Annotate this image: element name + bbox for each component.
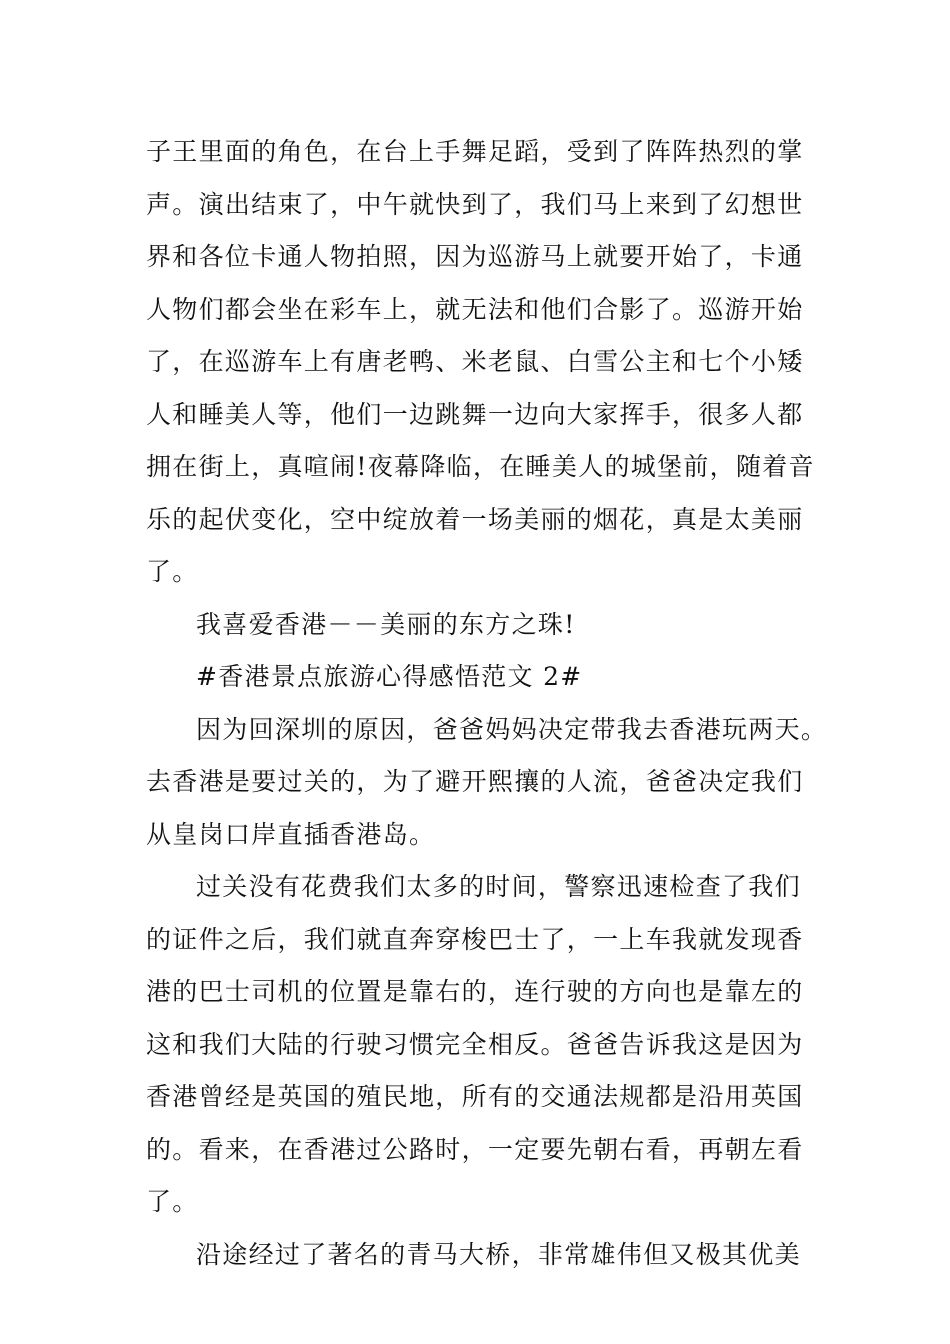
text-line-17: 港的巴士司机的位置是靠右的，连行驶的方向也是靠左的 [146, 977, 804, 1006]
text-line-14: 从皇岗口岸直插香港岛。 [146, 819, 436, 849]
text-line-19: 香港曾经是英国的殖民地，所有的交通法规都是沿用英国 [146, 1082, 804, 1111]
text-line-12: 因为回深圳的原因，爸爸妈妈决定带我去香港玩两天。 [196, 714, 828, 744]
text-line-3: 界和各位卡通人物拍照，因为巡游马上就要开始了，卡通 [146, 242, 804, 271]
text-line-8: 乐的起伏变化，空中绽放着一场美丽的烟花，真是太美丽 [146, 504, 804, 534]
text-line-21: 了。 [146, 1187, 199, 1216]
text-line-5: 了，在巡游车上有唐老鸭、米老鼠、白雪公主和七个小矮 [146, 347, 804, 376]
text-line-4: 人物们都会坐在彩车上，就无法和他们合影了。巡游开始 [146, 294, 804, 324]
text-line-16: 的证件之后，我们就直奔穿梭巴士了，一上车我就发现香 [146, 924, 804, 954]
text-line-2: 声。演出结束了，中午就快到了，我们马上来到了幻想世 [146, 189, 804, 219]
paragraph-heading: 我喜爱香港－－美丽的东方之珠! [196, 609, 576, 639]
text-line-7: 拥在街上，真喧闹!夜幕降临，在睡美人的城堡前，随着音 [146, 452, 815, 481]
text-line-20: 的。看来，在香港过公路时，一定要先朝右看，再朝左看 [146, 1134, 804, 1164]
text-line-18: 这和我们大陆的行驶习惯完全相反。爸爸告诉我这是因为 [146, 1029, 804, 1059]
text-line-9: 了。 [146, 557, 199, 586]
document-body [146, 126, 826, 1281]
text-line-22: 沿途经过了著名的青马大桥，非常雄伟但又极其优美 [196, 1239, 801, 1269]
section-title: #香港景点旅游心得感悟范文 2# [196, 662, 583, 691]
text-line-13: 去香港是要过关的，为了避开熙攘的人流，爸爸决定我们 [146, 767, 804, 796]
text-line-1: 子王里面的角色，在台上手舞足蹈，受到了阵阵热烈的掌 [146, 137, 804, 166]
text-line-15: 过关没有花费我们太多的时间，警察迅速检查了我们 [196, 872, 801, 901]
text-line-6: 人和睡美人等，他们一边跳舞一边向大家挥手，很多人都 [146, 399, 804, 429]
